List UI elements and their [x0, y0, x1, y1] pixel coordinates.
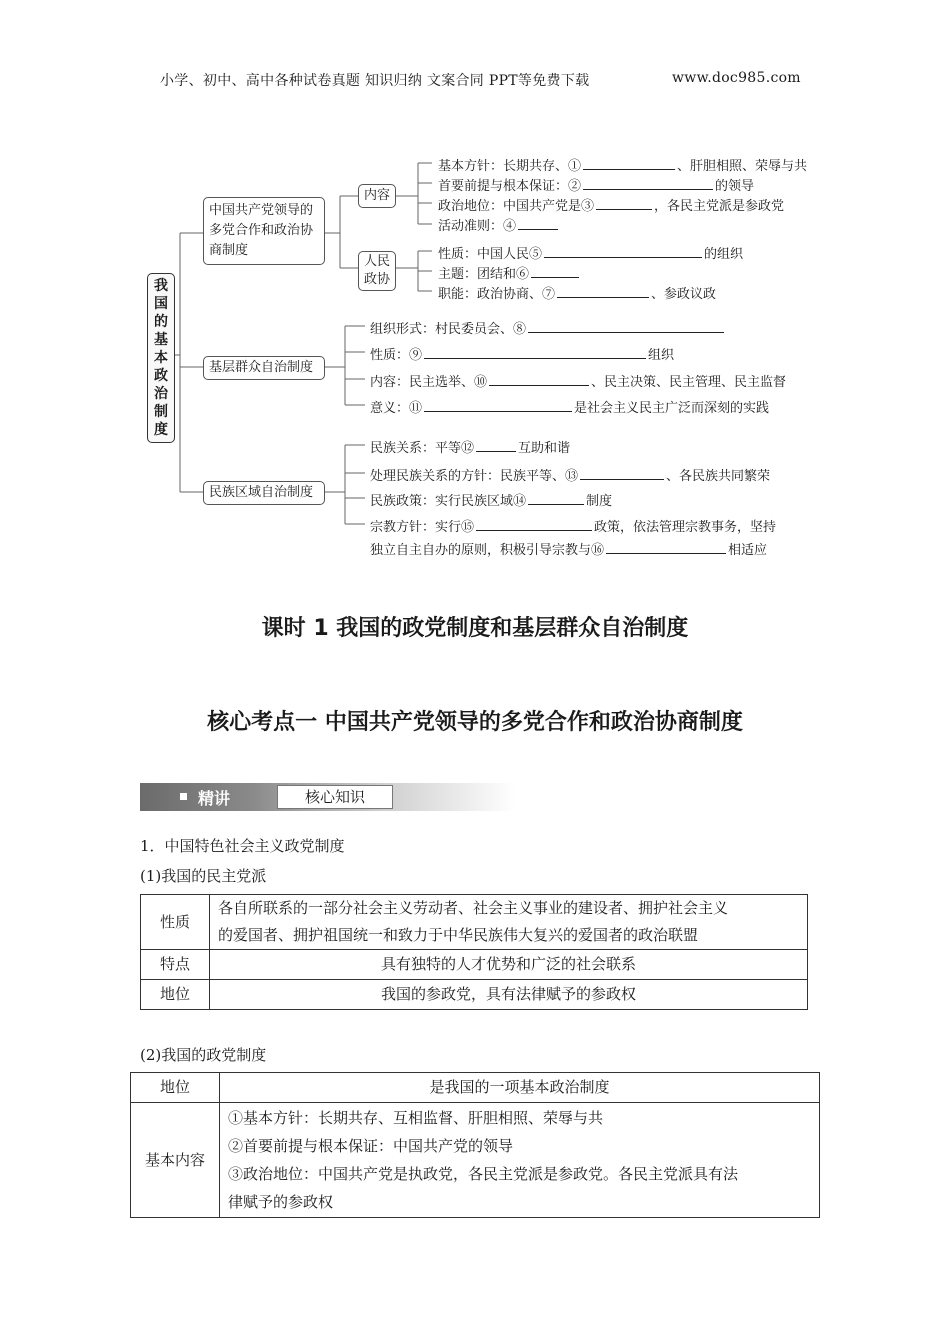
page-header-site[interactable]: www.doc985.com [672, 70, 801, 86]
answer-blank [424, 398, 572, 412]
mindmap-item: 职能：政治协商、⑦ 、参政议政 [438, 283, 716, 302]
table-row [131, 1073, 820, 1103]
mindmap-item: 独立自主自办的原则，积极引导宗教与⑯ 相适应 [370, 539, 767, 558]
party-system-table [130, 1072, 820, 1218]
mindmap-item: 民族关系：平等⑫ 互助和谐 [370, 437, 570, 456]
mindmap-item: 宗教方针：实行⑮ 政策，依法管理宗教事务，坚持 [370, 516, 776, 535]
answer-blank [489, 372, 589, 386]
table-value: 各自所联系的一部分社会主义劳动者、社会主义事业的建设者、拥护社会主义 的爱国者、拥护祖国统一和致力于中华民族伟大复兴的爱国者的政治联盟 [210, 895, 808, 950]
answer-blank [583, 156, 675, 170]
lesson-title: 课时 1 我国的政党制度和基层群众自治制度 [261, 616, 689, 641]
section-title: 核心考点一 中国共产党领导的多党合作和政治协商制度 [207, 710, 743, 735]
table-row [141, 895, 808, 950]
table-value: 我国的参政党，具有法律赋予的参政权 [210, 980, 808, 1010]
table-value: 是我国的一项基本政治制度 [220, 1073, 820, 1103]
mindmap-item: 政治地位：中国共产党是③ ，各民主党派是参政党 [438, 195, 784, 214]
mindmap-branch-ethnic-autonomy: 民族区域自治制度 [203, 481, 325, 505]
mindmap-item: 意义：⑪ 是社会主义民主广泛而深刻的实践 [370, 397, 769, 416]
mindmap-item: 基本方针：长期共存、① 、肝胆相照、荣辱与共 [438, 155, 807, 174]
mindmap-root: 我国的基本政治制度 [147, 273, 175, 443]
answer-blank [528, 319, 724, 333]
table-key: 性质 [141, 895, 210, 950]
table-key: 地位 [131, 1073, 220, 1103]
sub-heading: (1)我国的民主党派 [140, 867, 267, 885]
democratic-parties-table [140, 894, 808, 1010]
answer-blank [476, 438, 516, 452]
mindmap-item: 组织形式：村民委员会、⑧ [370, 318, 726, 337]
answer-blank [476, 517, 592, 531]
table-value: ①基本方针：长期共存、互相监督、肝胆相照、荣辱与共 ②首要前提与根本保证：中国共产党的领导 ③政治地位：中国共产党是执政党，各民主党派是参政党。各民主党派具有法 律赋予的参政权 [220, 1103, 820, 1218]
mindmap-item: 首要前提与根本保证：② 的领导 [438, 175, 754, 194]
page-header-text: 小学、初中、高中各种试卷真题 知识归纳 文案合同 PPT等免费下载 [160, 73, 590, 89]
mindmap-item: 民族政策：实行民族区域⑭ 制度 [370, 490, 612, 509]
table-key: 基本内容 [131, 1103, 220, 1218]
answer-blank [580, 466, 664, 480]
answer-blank [583, 176, 713, 190]
answer-blank [557, 284, 649, 298]
mindmap-branch-party-system: 中国共产党领导的多党合作和政治协商制度 [203, 197, 325, 265]
mindmap-item: 活动准则：④ [438, 215, 560, 234]
mindmap-node-content: 内容 [358, 184, 396, 208]
answer-blank [531, 264, 579, 278]
mindmap-item: 性质：中国人民⑤ 的组织 [438, 243, 743, 262]
answer-blank [596, 196, 652, 210]
answer-blank [518, 216, 558, 230]
banner-label-right: 核心知识 [277, 785, 393, 809]
mindmap-item: 内容：民主选举、⑩ 、民主决策、民主管理、民主监督 [370, 371, 786, 390]
banner-label-left: 精讲 [198, 789, 231, 808]
table-row [141, 950, 808, 980]
answer-blank [606, 540, 726, 554]
mindmap-item: 处理民族关系的方针：民族平等、⑬ 、各民族共同繁荣 [370, 465, 770, 484]
point-heading: 1．中国特色社会主义政党制度 [140, 837, 345, 855]
table-key: 地位 [141, 980, 210, 1010]
mindmap-node-cppcc: 人民政协 [358, 251, 396, 291]
square-icon [180, 793, 187, 800]
table-row [131, 1103, 820, 1218]
answer-blank [544, 244, 702, 258]
answer-blank [424, 345, 646, 359]
mindmap-item: 性质：⑨ 组织 [370, 344, 674, 363]
mindmap-branch-grassroots: 基层群众自治制度 [203, 356, 325, 380]
mindmap-item: 主题：团结和⑥ [438, 263, 581, 282]
table-key: 特点 [141, 950, 210, 980]
table-row [141, 980, 808, 1010]
sub-heading: (2)我国的政党制度 [140, 1046, 267, 1064]
table-value: 具有独特的人才优势和广泛的社会联系 [210, 950, 808, 980]
section-banner [140, 783, 516, 811]
answer-blank [528, 491, 584, 505]
